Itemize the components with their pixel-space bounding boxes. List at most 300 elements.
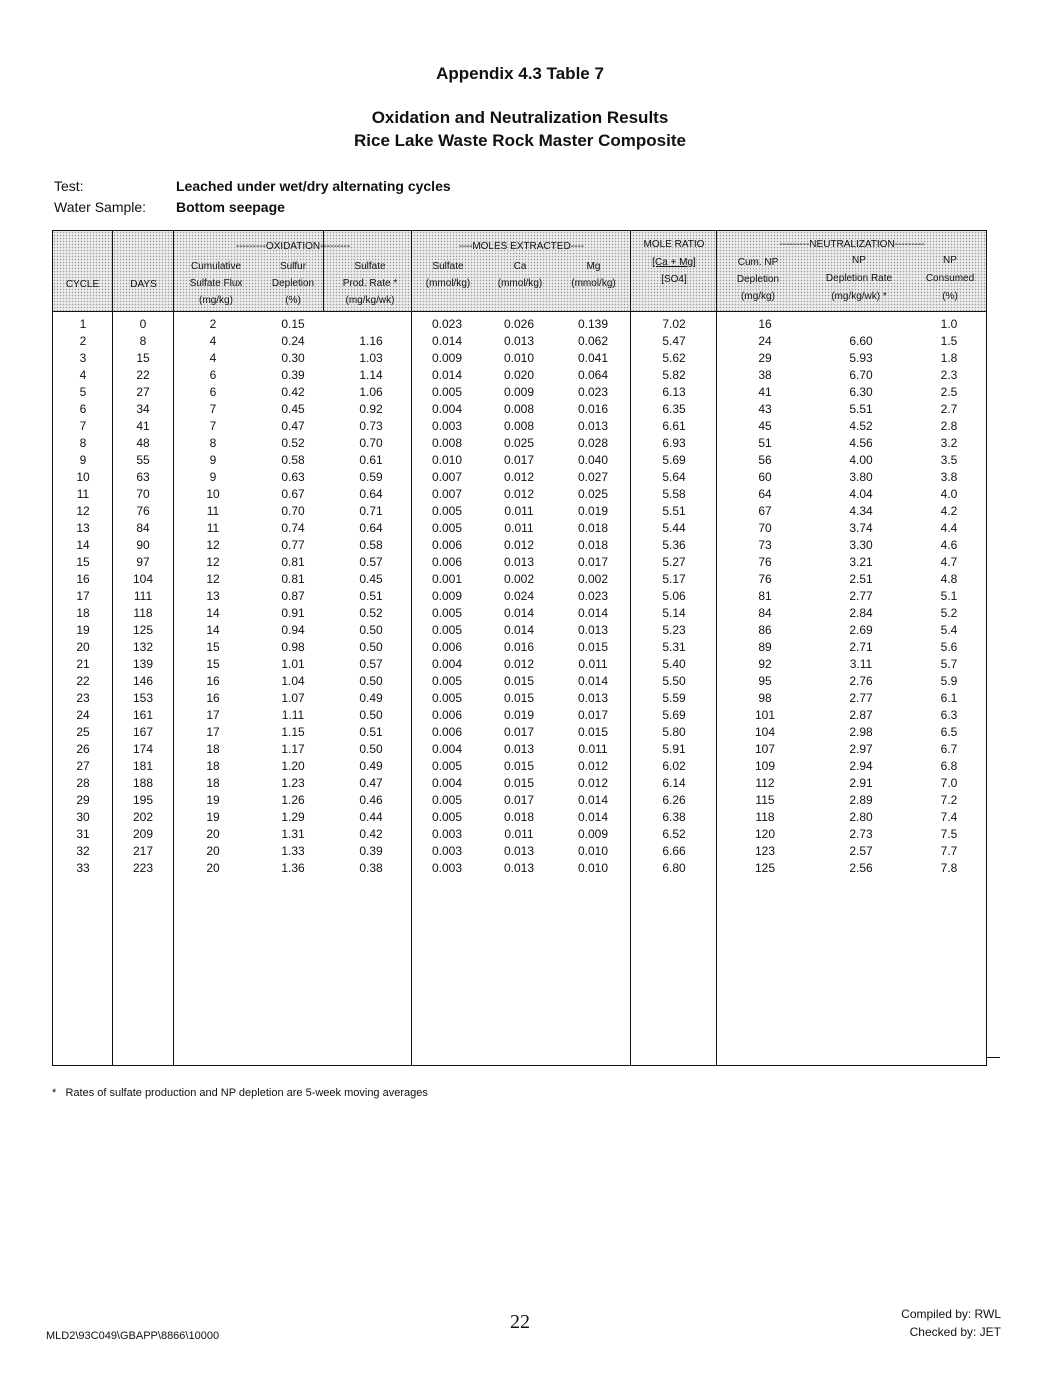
cell-days: 139	[132, 657, 154, 671]
cell-sulfur-depl: 1.26	[281, 793, 305, 807]
cell-ca: 0.011	[504, 504, 534, 518]
cell-np-consumed: 4.8	[940, 572, 958, 586]
cell-so4: 0.004	[431, 742, 463, 756]
cell-np-rate: 4.00	[849, 453, 873, 467]
cell-sulfur-depl: 1.07	[281, 691, 305, 705]
cell-sulfur-depl: 1.17	[281, 742, 305, 756]
cell-so4: 0.004	[431, 402, 463, 416]
cell-sulfate-rate: 0.50	[359, 742, 383, 756]
cell-ca: 0.008	[503, 402, 535, 416]
cell-ca: 0.009	[503, 385, 535, 399]
cell-days: 153	[132, 691, 154, 705]
cell-ca: 0.013	[503, 861, 535, 875]
cell-mg: 0.009	[577, 827, 609, 841]
cell-sulfate-rate: 0.50	[359, 674, 383, 688]
cell-cycle: 28	[76, 776, 90, 790]
cell-np-rate: 2.80	[849, 810, 873, 824]
table-row	[53, 623, 986, 640]
cell-ca: 0.015	[503, 759, 535, 773]
cell-sulfate-flux: 11	[206, 504, 220, 518]
cell-np-consumed: 7.8	[940, 861, 958, 875]
table-row	[53, 470, 986, 487]
cell-days: 0	[139, 317, 147, 331]
cell-np-rate: 3.80	[849, 470, 873, 484]
cell-mg: 0.018	[577, 521, 609, 535]
cell-sulfate-rate: 0.61	[359, 453, 383, 467]
table-row	[53, 351, 986, 368]
cell-so4: 0.005	[431, 606, 463, 620]
cell-sulfate-flux: 9	[209, 470, 217, 484]
cell-ca: 0.018	[503, 810, 535, 824]
col-header-so4-2: (mmol/kg)	[425, 278, 471, 289]
cell-sulfur-depl: 0.87	[281, 589, 305, 603]
table-subtitle: Rice Lake Waste Rock Master Composite	[354, 131, 686, 150]
cell-days: 8	[139, 334, 147, 348]
cell-np-consumed: 3.5	[940, 453, 958, 467]
cell-ca: 0.014	[503, 606, 535, 620]
cell-days: 217	[132, 844, 154, 858]
cell-mole-ratio: 5.51	[662, 504, 686, 518]
cell-sulfate-rate: 0.71	[359, 504, 383, 518]
cell-mole-ratio: 5.40	[662, 657, 686, 671]
cell-days: 84	[136, 521, 150, 535]
cell-cum-np: 56	[758, 453, 772, 467]
cell-cum-np: 67	[758, 504, 772, 518]
cell-np-consumed: 6.3	[940, 708, 958, 722]
cell-days: 22	[136, 368, 150, 382]
cell-cum-np: 86	[758, 623, 772, 637]
cell-np-rate: 5.51	[849, 402, 873, 416]
cell-mg: 0.010	[577, 861, 609, 875]
cell-so4: 0.004	[431, 657, 463, 671]
cell-days: 63	[136, 470, 150, 484]
col-header-ratio-2: [SO4]	[661, 274, 687, 285]
cell-cycle: 18	[76, 606, 90, 620]
cell-sulfur-depl: 1.01	[281, 657, 305, 671]
table-row	[53, 708, 986, 725]
cell-sulfate-flux: 6	[209, 385, 217, 399]
table-row	[53, 555, 986, 572]
cell-days: 90	[136, 538, 150, 552]
cell-np-rate: 3.74	[849, 521, 873, 535]
cell-np-rate: 2.98	[849, 725, 873, 739]
cell-np-consumed: 5.2	[940, 606, 958, 620]
cell-np-consumed: 5.6	[940, 640, 958, 654]
col-header-cycle: CYCLE	[65, 279, 100, 290]
cell-cycle: 23	[76, 691, 90, 705]
cell-cum-np: 76	[758, 555, 772, 569]
cell-mole-ratio: 5.14	[662, 606, 686, 620]
cell-cycle: 19	[76, 623, 90, 637]
cell-ca: 0.014	[503, 623, 535, 637]
cell-days: 97	[136, 555, 150, 569]
cell-np-rate: 6.60	[849, 334, 873, 348]
cell-days: 104	[132, 572, 154, 586]
data-table	[52, 230, 987, 1066]
cell-mole-ratio: 6.38	[662, 810, 686, 824]
cell-np-rate: 2.87	[849, 708, 873, 722]
cell-sulfur-depl: 0.91	[281, 606, 305, 620]
cell-so4: 0.005	[431, 504, 463, 518]
cell-so4: 0.005	[431, 810, 463, 824]
cell-mg: 0.016	[577, 402, 609, 416]
cell-sulfur-depl: 0.98	[281, 640, 305, 654]
table-row	[53, 861, 986, 878]
cell-mole-ratio: 6.61	[662, 419, 686, 433]
cell-np-consumed: 7.0	[940, 776, 958, 790]
cell-np-rate: 6.70	[849, 368, 873, 382]
col-header-ca-1: Ca	[513, 261, 527, 272]
cell-cycle: 24	[76, 708, 90, 722]
col-header-sulfur-2: Depletion	[271, 278, 315, 289]
cell-sulfate-rate: 0.42	[359, 827, 383, 841]
cell-np-rate: 2.89	[849, 793, 873, 807]
cell-sulfate-rate: 1.14	[359, 368, 383, 382]
water-sample-value: Bottom seepage	[176, 199, 285, 215]
cell-cycle: 20	[76, 640, 90, 654]
cell-np-consumed: 7.7	[940, 844, 958, 858]
cell-cycle: 3	[79, 351, 87, 365]
cell-days: 48	[136, 436, 150, 450]
compiled-by: Compiled by: RWL	[901, 1307, 1001, 1321]
header-divider	[53, 311, 986, 312]
cell-np-consumed: 2.8	[940, 419, 958, 433]
cell-np-consumed: 7.4	[940, 810, 958, 824]
cell-sulfur-depl: 0.52	[281, 436, 305, 450]
table-row	[53, 538, 986, 555]
cell-cum-np: 76	[758, 572, 772, 586]
cell-np-consumed: 5.9	[940, 674, 958, 688]
cell-np-consumed: 6.8	[940, 759, 958, 773]
table-title: Oxidation and Neutralization Results	[371, 108, 669, 127]
cell-np-rate: 4.56	[849, 436, 873, 450]
cell-cum-np: 24	[758, 334, 772, 348]
cell-ca: 0.012	[503, 538, 535, 552]
cell-np-consumed: 7.2	[940, 793, 958, 807]
cell-ca: 0.008	[503, 419, 535, 433]
cell-sulfate-rate: 0.52	[359, 606, 383, 620]
cell-np-consumed: 1.5	[940, 334, 958, 348]
cell-so4: 0.014	[431, 368, 463, 382]
cell-sulfur-depl: 1.29	[281, 810, 305, 824]
group-oxidation: ---------OXIDATION---------	[235, 241, 351, 252]
cell-so4: 0.006	[431, 725, 463, 739]
cell-ca: 0.015	[503, 691, 535, 705]
table-row	[53, 572, 986, 589]
cell-so4: 0.006	[431, 708, 463, 722]
cell-sulfate-flux: 4	[209, 351, 217, 365]
cell-cum-np: 41	[758, 385, 772, 399]
cell-ca: 0.013	[503, 742, 535, 756]
cell-so4: 0.006	[431, 538, 463, 552]
cell-np-consumed: 4.0	[940, 487, 958, 501]
cell-ca: 0.002	[503, 572, 535, 586]
cell-sulfate-flux: 20	[206, 827, 220, 841]
cell-sulfate-rate: 0.50	[359, 640, 383, 654]
cell-mg: 0.041	[577, 351, 609, 365]
cell-ca: 0.019	[503, 708, 535, 722]
cell-cycle: 21	[76, 657, 90, 671]
cell-cycle: 9	[79, 453, 87, 467]
cell-cum-np: 29	[758, 351, 772, 365]
cell-sulfur-depl: 1.31	[281, 827, 305, 841]
cell-np-rate: 2.73	[849, 827, 873, 841]
col-header-ca-2: (mmol/kg)	[497, 278, 543, 289]
cell-sulfate-flux: 17	[206, 708, 220, 722]
cell-sulfate-flux: 17	[206, 725, 220, 739]
cell-sulfate-flux: 12	[206, 572, 220, 586]
cell-np-rate: 2.77	[849, 691, 873, 705]
cell-mole-ratio: 5.36	[662, 538, 686, 552]
table-row	[53, 827, 986, 844]
cell-days: 111	[133, 589, 153, 603]
cell-cum-np: 118	[755, 810, 775, 824]
col-header-npcons-3: (%)	[942, 291, 958, 302]
cell-so4: 0.006	[431, 555, 463, 569]
col-header-days: DAYS	[130, 279, 157, 290]
cell-mole-ratio: 5.80	[662, 725, 686, 739]
cell-sulfate-flux: 18	[206, 759, 220, 773]
group-moles-extracted: ----MOLES EXTRACTED----	[459, 241, 584, 252]
cell-days: 181	[132, 759, 154, 773]
cell-mole-ratio: 5.06	[662, 589, 686, 603]
cell-cycle: 26	[76, 742, 90, 756]
cell-mg: 0.010	[577, 844, 609, 858]
cell-ca: 0.017	[503, 453, 535, 467]
cell-so4: 0.009	[431, 589, 463, 603]
checked-by: Checked by: JET	[909, 1325, 1001, 1339]
cell-np-rate: 2.97	[849, 742, 873, 756]
cell-sulfate-flux: 13	[206, 589, 220, 603]
col-header-cumnp-2: Depletion	[736, 274, 780, 285]
cell-sulfate-rate: 0.50	[359, 708, 383, 722]
cell-np-rate: 2.84	[849, 606, 873, 620]
cell-days: 132	[132, 640, 154, 654]
cell-sulfate-flux: 8	[209, 436, 217, 450]
cell-np-rate: 3.30	[849, 538, 873, 552]
cell-sulfate-rate: 0.64	[359, 521, 383, 535]
cell-so4: 0.014	[431, 334, 463, 348]
cell-mole-ratio: 5.91	[662, 742, 686, 756]
cell-days: 70	[136, 487, 150, 501]
cell-np-consumed: 4.2	[940, 504, 958, 518]
cell-ca: 0.012	[503, 657, 535, 671]
col-header-cumnp-3: (mg/kg)	[741, 291, 775, 302]
cell-mole-ratio: 6.26	[662, 793, 686, 807]
cell-ca: 0.012	[503, 470, 535, 484]
cell-np-consumed: 5.7	[940, 657, 958, 671]
table-row	[53, 640, 986, 657]
cell-np-consumed: 5.4	[940, 623, 958, 637]
cell-np-rate: 2.94	[849, 759, 873, 773]
cell-cum-np: 104	[754, 725, 776, 739]
cell-mg: 0.027	[577, 470, 609, 484]
cell-sulfur-depl: 0.15	[281, 317, 305, 331]
col-header-so4-1: Sulfate	[432, 261, 464, 272]
cell-np-consumed: 6.7	[940, 742, 958, 756]
cell-sulfur-depl: 0.45	[281, 402, 305, 416]
cell-ca: 0.012	[503, 487, 535, 501]
cell-mole-ratio: 5.62	[662, 351, 686, 365]
cell-np-rate: 3.11	[849, 657, 873, 671]
cell-sulfur-depl: 0.39	[281, 368, 305, 382]
cell-so4: 0.007	[431, 470, 463, 484]
table-row	[53, 725, 986, 742]
cell-so4: 0.004	[431, 776, 463, 790]
cell-cum-np: 98	[758, 691, 772, 705]
cell-sulfur-depl: 0.42	[281, 385, 305, 399]
cell-mg: 0.015	[577, 640, 609, 654]
cell-days: 15	[136, 351, 150, 365]
cell-np-rate: 2.76	[849, 674, 873, 688]
cell-sulfate-flux: 7	[209, 419, 217, 433]
cell-sulfur-depl: 0.94	[281, 623, 305, 637]
col-header-mg-1: Mg	[586, 261, 601, 272]
cell-sulfate-rate: 0.49	[359, 691, 383, 705]
cell-sulfur-depl: 1.36	[281, 861, 305, 875]
cell-mole-ratio: 5.23	[662, 623, 686, 637]
table-row	[53, 487, 986, 504]
table-row	[53, 776, 986, 793]
cell-mg: 0.023	[577, 385, 609, 399]
cell-ca: 0.024	[503, 589, 535, 603]
cell-mg: 0.011	[578, 742, 608, 756]
col-header-nprate-1: NP	[852, 255, 866, 266]
cell-cycle: 11	[76, 487, 90, 501]
cell-np-consumed: 2.5	[940, 385, 958, 399]
cell-so4: 0.003	[431, 827, 463, 841]
cell-ca: 0.017	[503, 725, 535, 739]
cell-mg: 0.019	[577, 504, 609, 518]
cell-sulfur-depl: 1.23	[281, 776, 305, 790]
cell-np-consumed: 5.1	[940, 589, 958, 603]
cell-cycle: 16	[76, 572, 90, 586]
cell-sulfate-flux: 11	[206, 521, 220, 535]
cell-sulfate-flux: 9	[209, 453, 217, 467]
group-neutralization: ---------NEUTRALIZATION---------	[779, 239, 925, 250]
table-row	[53, 810, 986, 827]
cell-sulfate-rate: 0.47	[359, 776, 383, 790]
cell-ca: 0.025	[503, 436, 535, 450]
cell-so4: 0.010	[431, 453, 463, 467]
table-row	[53, 419, 986, 436]
cell-cycle: 31	[76, 827, 90, 841]
cell-days: 41	[136, 419, 150, 433]
footnote-marker: *	[52, 1087, 57, 1099]
cell-mole-ratio: 5.44	[662, 521, 686, 535]
cell-days: 195	[132, 793, 154, 807]
cell-cum-np: 16	[758, 317, 772, 331]
table-tail-rule	[986, 1057, 1000, 1058]
cell-days: 146	[132, 674, 154, 688]
cell-mg: 0.040	[577, 453, 609, 467]
cell-ca: 0.013	[503, 555, 535, 569]
cell-sulfate-rate: 0.64	[359, 487, 383, 501]
cell-mg: 0.025	[577, 487, 609, 501]
cell-sulfate-rate: 0.44	[359, 810, 383, 824]
cell-so4: 0.003	[431, 419, 463, 433]
cell-cum-np: 89	[758, 640, 772, 654]
cell-mole-ratio: 5.17	[662, 572, 686, 586]
cell-mole-ratio: 6.35	[662, 402, 686, 416]
cell-so4: 0.005	[431, 691, 463, 705]
water-sample-label: Water Sample:	[54, 199, 147, 215]
cell-np-consumed: 6.5	[940, 725, 958, 739]
group-mole-ratio: MOLE RATIO	[643, 239, 705, 250]
col-header-sprod-2: Prod. Rate *	[342, 278, 398, 289]
cell-mole-ratio: 5.69	[662, 708, 686, 722]
cell-mole-ratio: 6.66	[662, 844, 686, 858]
cell-cum-np: 51	[758, 436, 772, 450]
cell-np-consumed: 3.8	[940, 470, 958, 484]
cell-sulfur-depl: 0.74	[281, 521, 305, 535]
cell-sulfate-flux: 15	[206, 640, 220, 654]
cell-sulfate-flux: 7	[209, 402, 217, 416]
cell-cycle: 8	[79, 436, 87, 450]
cell-so4: 0.005	[431, 793, 463, 807]
cell-sulfate-flux: 14	[206, 606, 220, 620]
cell-ca: 0.026	[503, 317, 535, 331]
cell-mg: 0.017	[577, 708, 609, 722]
cell-cum-np: 95	[758, 674, 772, 688]
cell-np-rate: 6.30	[849, 385, 873, 399]
cell-cycle: 32	[76, 844, 90, 858]
cell-sulfate-rate: 0.92	[359, 402, 383, 416]
cell-ca: 0.017	[503, 793, 535, 807]
cell-cum-np: 43	[758, 402, 772, 416]
cell-sulfur-depl: 1.20	[281, 759, 305, 773]
cell-np-rate: 5.93	[849, 351, 873, 365]
table-row	[53, 793, 986, 810]
cell-sulfur-depl: 1.15	[281, 725, 305, 739]
col-header-sulfur-3: (%)	[285, 295, 301, 306]
cell-sulfur-depl: 0.30	[281, 351, 305, 365]
col-header-sprod-3: (mg/kg/wk)	[345, 295, 395, 306]
table-row	[53, 657, 986, 674]
cell-np-rate: 2.69	[849, 623, 873, 637]
cell-mole-ratio: 5.64	[662, 470, 686, 484]
cell-ca: 0.015	[503, 674, 535, 688]
cell-sulfur-depl: 1.33	[281, 844, 305, 858]
cell-cycle: 4	[79, 368, 87, 382]
table-row	[53, 759, 986, 776]
cell-cycle: 2	[79, 334, 87, 348]
cell-so4: 0.005	[431, 623, 463, 637]
cell-cum-np: 84	[758, 606, 772, 620]
cell-np-consumed: 2.3	[940, 368, 958, 382]
col-header-flux-2: Sulfate Flux	[189, 278, 243, 289]
cell-mg: 0.011	[578, 657, 608, 671]
cell-sulfate-flux: 19	[206, 810, 220, 824]
cell-cum-np: 92	[758, 657, 772, 671]
cell-days: 167	[132, 725, 154, 739]
cell-np-rate: 4.52	[849, 419, 873, 433]
cell-cum-np: 70	[758, 521, 772, 535]
cell-sulfate-rate: 0.73	[359, 419, 383, 433]
cell-sulfate-flux: 20	[206, 844, 220, 858]
cell-mg: 0.014	[577, 606, 609, 620]
table-row	[53, 453, 986, 470]
cell-sulfate-rate: 1.06	[359, 385, 383, 399]
cell-cum-np: 45	[758, 419, 772, 433]
cell-sulfate-rate: 0.58	[359, 538, 383, 552]
cell-mole-ratio: 5.27	[662, 555, 686, 569]
cell-so4: 0.005	[431, 521, 463, 535]
table-row	[53, 436, 986, 453]
cell-mole-ratio: 6.13	[662, 385, 686, 399]
cell-np-rate: 4.34	[849, 504, 873, 518]
cell-cycle: 10	[76, 470, 90, 484]
